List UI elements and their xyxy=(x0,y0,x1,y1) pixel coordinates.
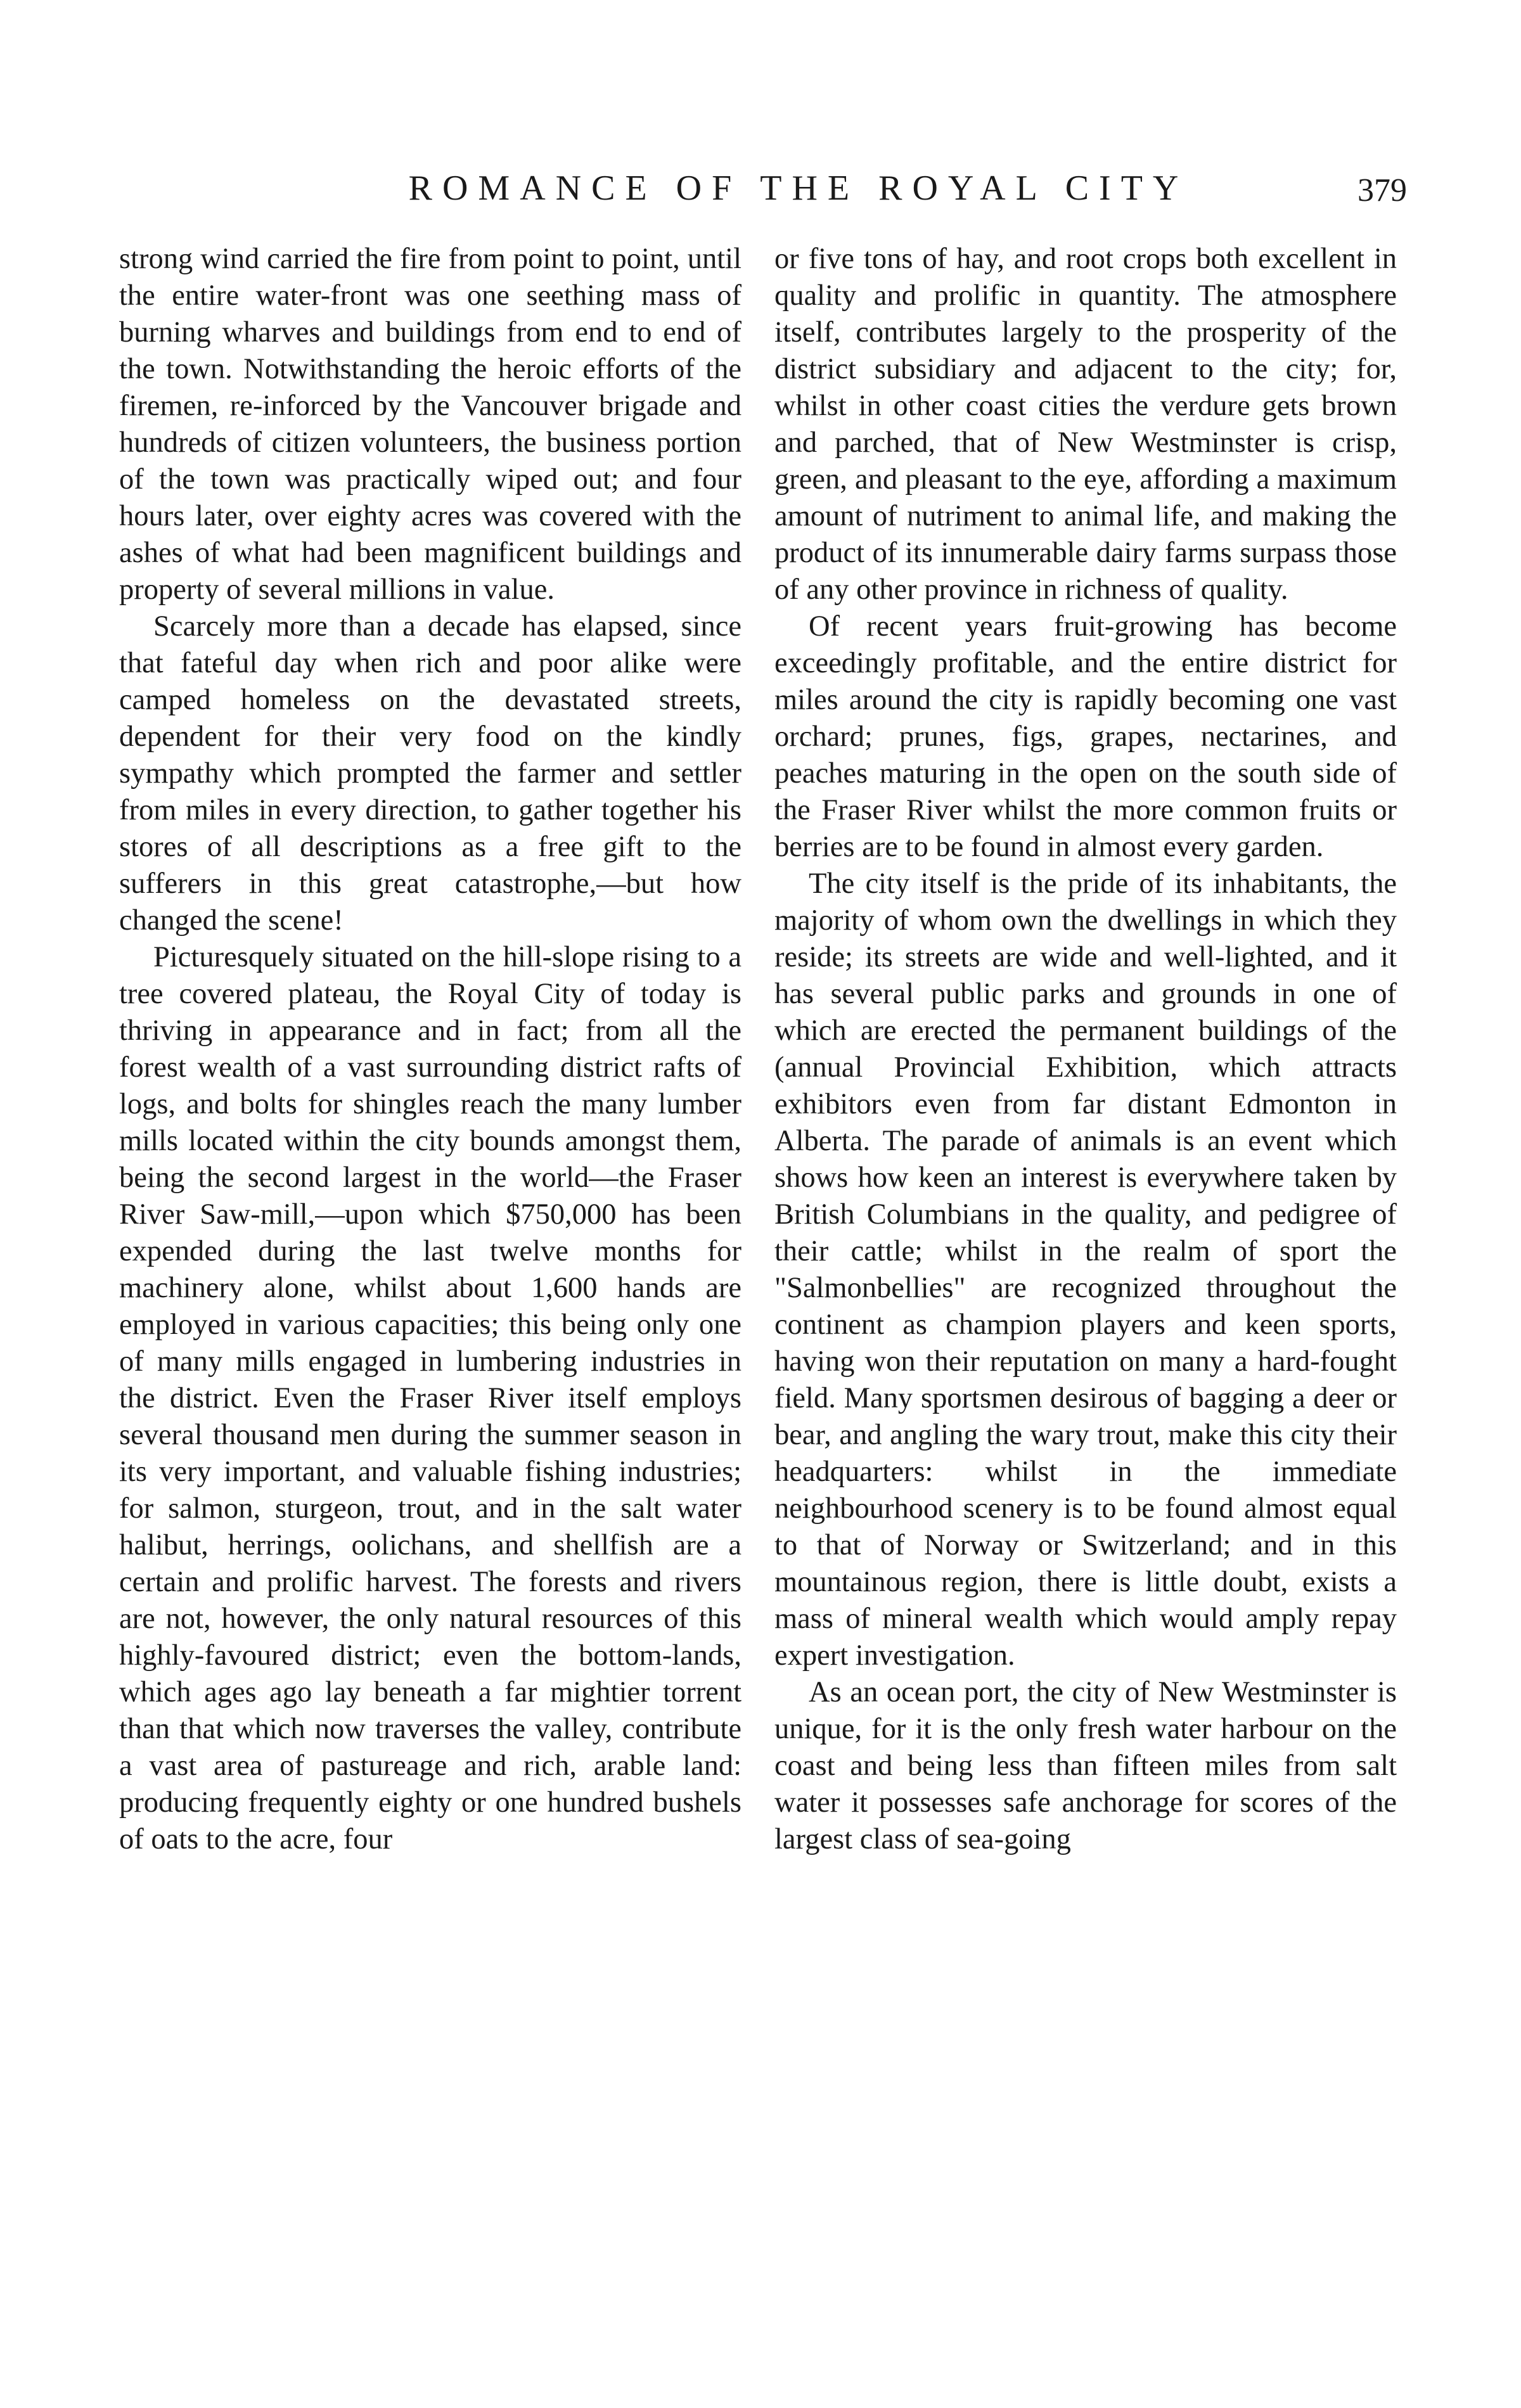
paragraph: strong wind carried the fire from point to point, until the entire water-front was one seething mass of burning wharves and buildings from end to end of the town. Notwithstanding the heroic efforts of the firemen, re-inforced by the Vancouver brigade and hundreds of citizen volunteers, the business portion of the town was practically wiped out; and four hours later, over eighty acres was covered with the ashes of what had been magnificent buildings and property of several millions in value. xyxy=(119,243,741,606)
page-header xyxy=(114,166,1407,217)
page-number: 379 xyxy=(1357,172,1407,208)
running-title: ROMANCE OF THE ROYAL CITY xyxy=(408,169,1189,208)
paragraph: The city itself is the pride of its inhabitants, the majority of whom own the dwellings in which they reside; its streets are wide and well-lighted, and it has several public parks and grounds in one of which are erected the permanent buildings of the (annual Provincial Exhibition, which attracts exhibitors even from far distant Edmonton in Alberta. The parade of animals is an event which shows how keen an interest is everywhere taken by British Columbians in the quality, and pedigree of their cattle; whilst in the realm of sport the "Salmonbellies" are recognized throughout the continent as champion players and keen sports, having won their reputation on many a hard-fought field. Many sportsmen desirous of bagging a deer or bear, and angling the wary trout, make this city their headquarters: whilst in the immediate neighbourhood scenery is to be found almost equal to that of Norway or Switzerland; and in this mountainous region, there is little doubt, exists a mass of mineral wealth which would amply repay expert investigation. xyxy=(774,868,1397,1672)
right-column xyxy=(774,241,1397,1858)
paragraph: Picturesquely situated on the hill-slope rising to a tree covered plateau, the Royal City of today is thriving in appearance and in fact; from all the forest wealth of a vast surrounding district rafts of logs, and bolts for shingles reach the many lumber mills located within the city bounds amongst them, being the second largest in the world—the Fraser River Saw-mill,—upon which $750,000 has been expended during the last twelve months for machinery alone, whilst about 1,600 hands are employed in various capacities; this being only one of many mills engaged in lumbering industries in the district. Even the Fraser River itself employs several thousand men during the summer season in its very important, and valuable fishing industries; for salmon, sturgeon, trout, and in the salt water halibut, herrings, oolichans, and shellfish are a certain and prolific harvest. The forests and rivers are not, however, the only natural resources of this highly-favoured district; even the bottom-lands, which ages ago lay beneath a far mightier torrent than that which now traverses the valley, contribute a vast area of pastureage and rich, arable land: producing frequently eighty or one hundred bushels of oats to the acre, four xyxy=(119,941,741,1855)
paragraph: As an ocean port, the city of New Westminster is unique, for it is the only fresh water harbour on the coast and being less than fifteen miles from salt water it possesses safe anchorage for scores of the largest class of sea-going xyxy=(774,1676,1397,1855)
paragraph: or five tons of hay, and root crops both excellent in quality and prolific in quantity. The atmosphere itself, contributes largely to the prosperity of the district subsidiary and adjacent to the city; for, whilst in other coast cities the verdure gets brown and parched, that of New Westminster is crisp, green, and pleasant to the eye, affording a maximum amount of nutriment to animal life, and making the product of its innumerable dairy farms surpass those of any other province in richness of quality. xyxy=(774,243,1397,606)
left-column xyxy=(119,241,741,1858)
paragraph: Of recent years fruit-growing has become exceedingly profitable, and the entire district for miles around the city is rapidly becoming one vast orchard; prunes, figs, grapes, nectarines, and peaches maturing in the open on the south side of the Fraser River whilst the more common fruits or berries are to be found in almost every garden. xyxy=(774,610,1397,863)
paragraph: Scarcely more than a decade has elapsed, since that fateful day when rich and poor alike were camped homeless on the devastated streets, dependent for their very food on the kindly sympathy which prompted the farmer and settler from miles in every direction, to gather together his stores of all descriptions as a free gift to the sufferers in this great catastrophe,—but how changed the scene! xyxy=(119,610,741,937)
